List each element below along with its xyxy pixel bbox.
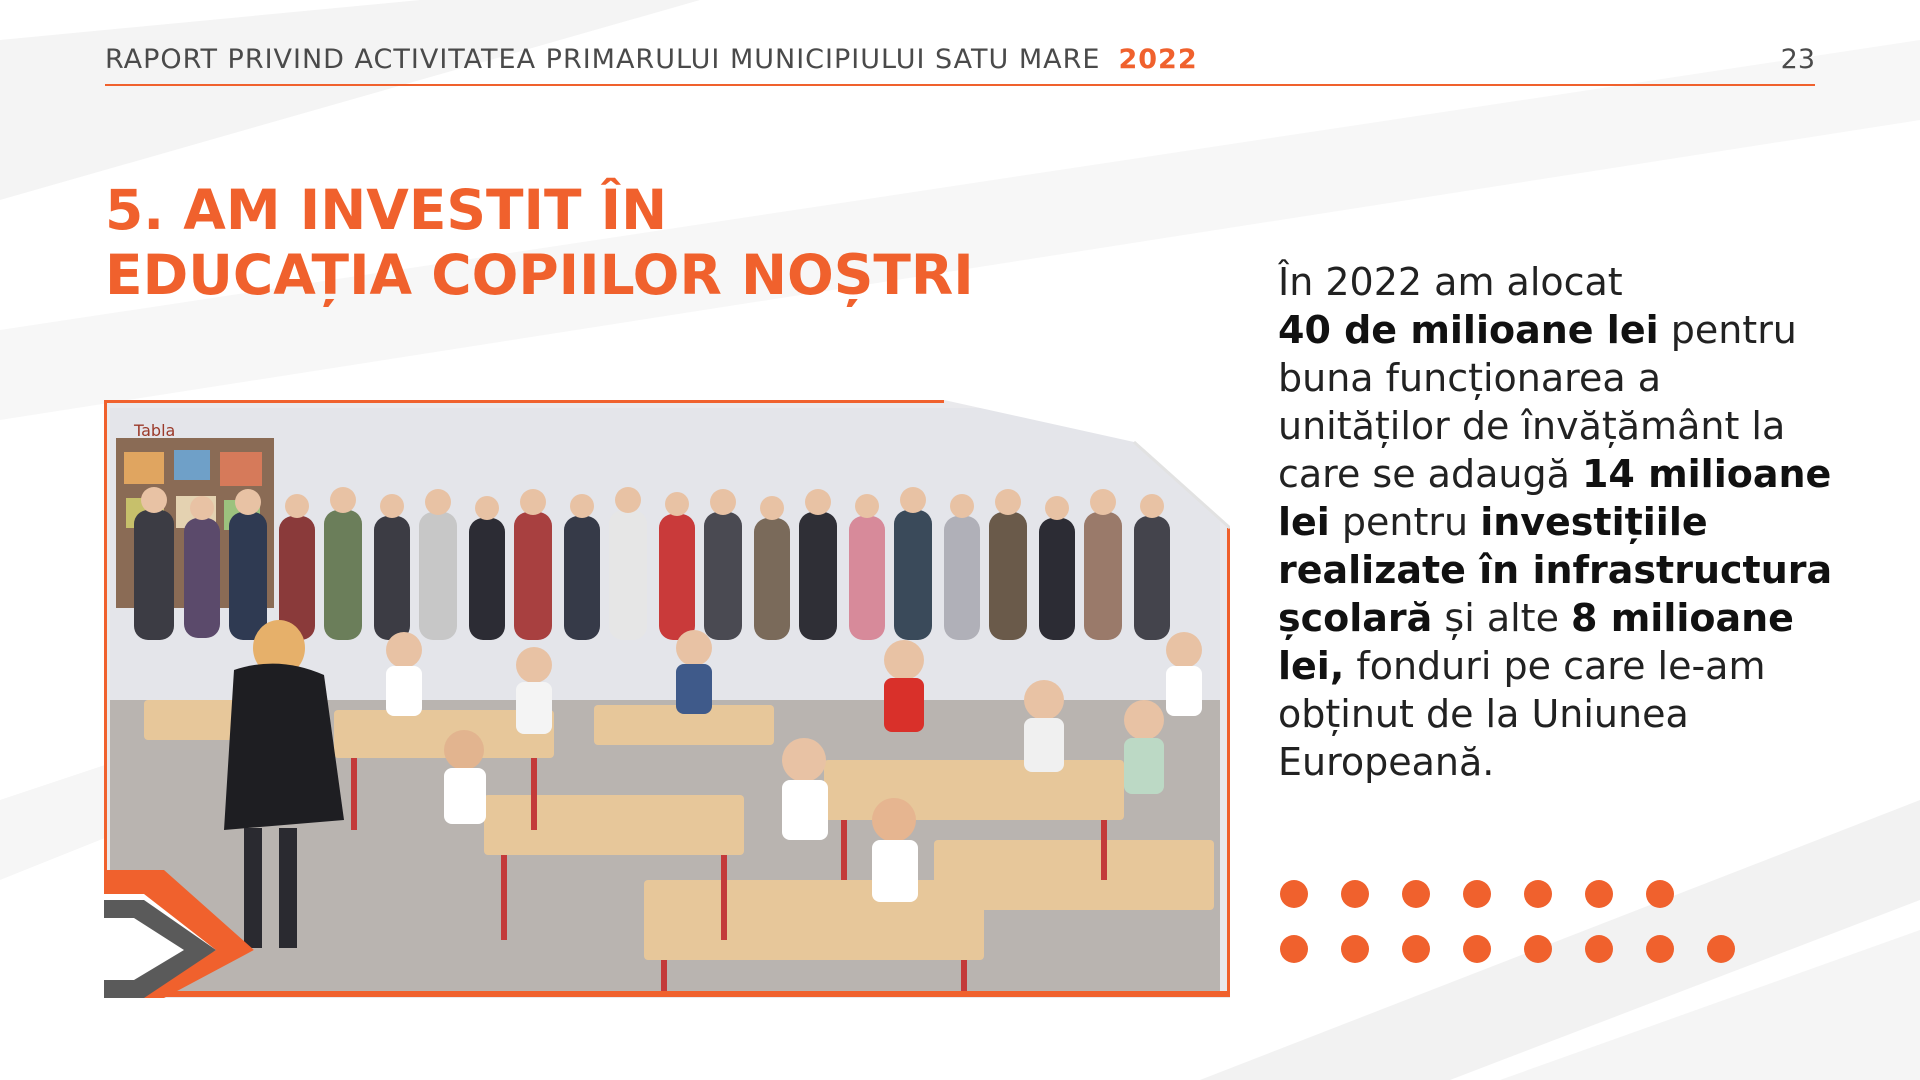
decorative-dot: [1646, 935, 1674, 963]
highlight-amount-8m: 8 milioane lei,: [1278, 596, 1794, 688]
report-title: [105, 44, 1198, 75]
decorative-dot: [1341, 935, 1369, 963]
report-title-text: RAPORT PRIVIND ACTIVITATEA PRIMARULUI MUNICIPIULUI SATU MARE: [105, 44, 1101, 75]
dot-decoration: [1280, 880, 1735, 990]
text-segment: și alte: [1432, 596, 1572, 640]
decorative-dot: [1646, 880, 1674, 908]
decorative-dot: [1280, 935, 1308, 963]
text-segment: În 2022 am alocat: [1278, 260, 1623, 304]
report-year: 2022: [1118, 44, 1198, 75]
text-segment: pentru: [1329, 500, 1481, 544]
highlight-amount-40m: 40 de milioane lei: [1278, 308, 1659, 352]
decorative-dot: [1585, 880, 1613, 908]
report-header: [105, 44, 1815, 86]
dot-row: [1280, 880, 1735, 908]
header-divider: [105, 84, 1815, 86]
section-title: [105, 178, 974, 308]
classroom-photo: [104, 400, 1230, 998]
decorative-dot: [1280, 880, 1308, 908]
decorative-dot: [1402, 880, 1430, 908]
classroom-sign: Tabla: [134, 421, 176, 440]
text-segment: pentru buna funcționarea a unităților de învățământ la care se adaugă: [1278, 308, 1797, 496]
decorative-dot: [1707, 935, 1735, 963]
decorative-dot: [1524, 880, 1552, 908]
text-segment: fonduri pe care le-am obținut de la Uniunea Europeană.: [1278, 644, 1766, 784]
decorative-dot: [1341, 880, 1369, 908]
page-number: 23: [1780, 44, 1815, 75]
highlight-infrastructure: investițiile realizate în infrastructura școlară: [1278, 500, 1833, 640]
decorative-dot: [1524, 935, 1552, 963]
body-paragraph: [1278, 258, 1838, 786]
decorative-dot: [1463, 880, 1491, 908]
decorative-dot: [1463, 935, 1491, 963]
section-title-line1: 5. AM INVESTIT ÎN: [105, 178, 668, 242]
section-title-line2: EDUCAȚIA COPIILOR NOȘTRI: [105, 243, 974, 307]
dot-row: [1280, 935, 1735, 963]
highlight-amount-14m: 14 milioane lei: [1278, 452, 1832, 544]
decorative-dot: [1585, 935, 1613, 963]
decorative-dot: [1402, 935, 1430, 963]
